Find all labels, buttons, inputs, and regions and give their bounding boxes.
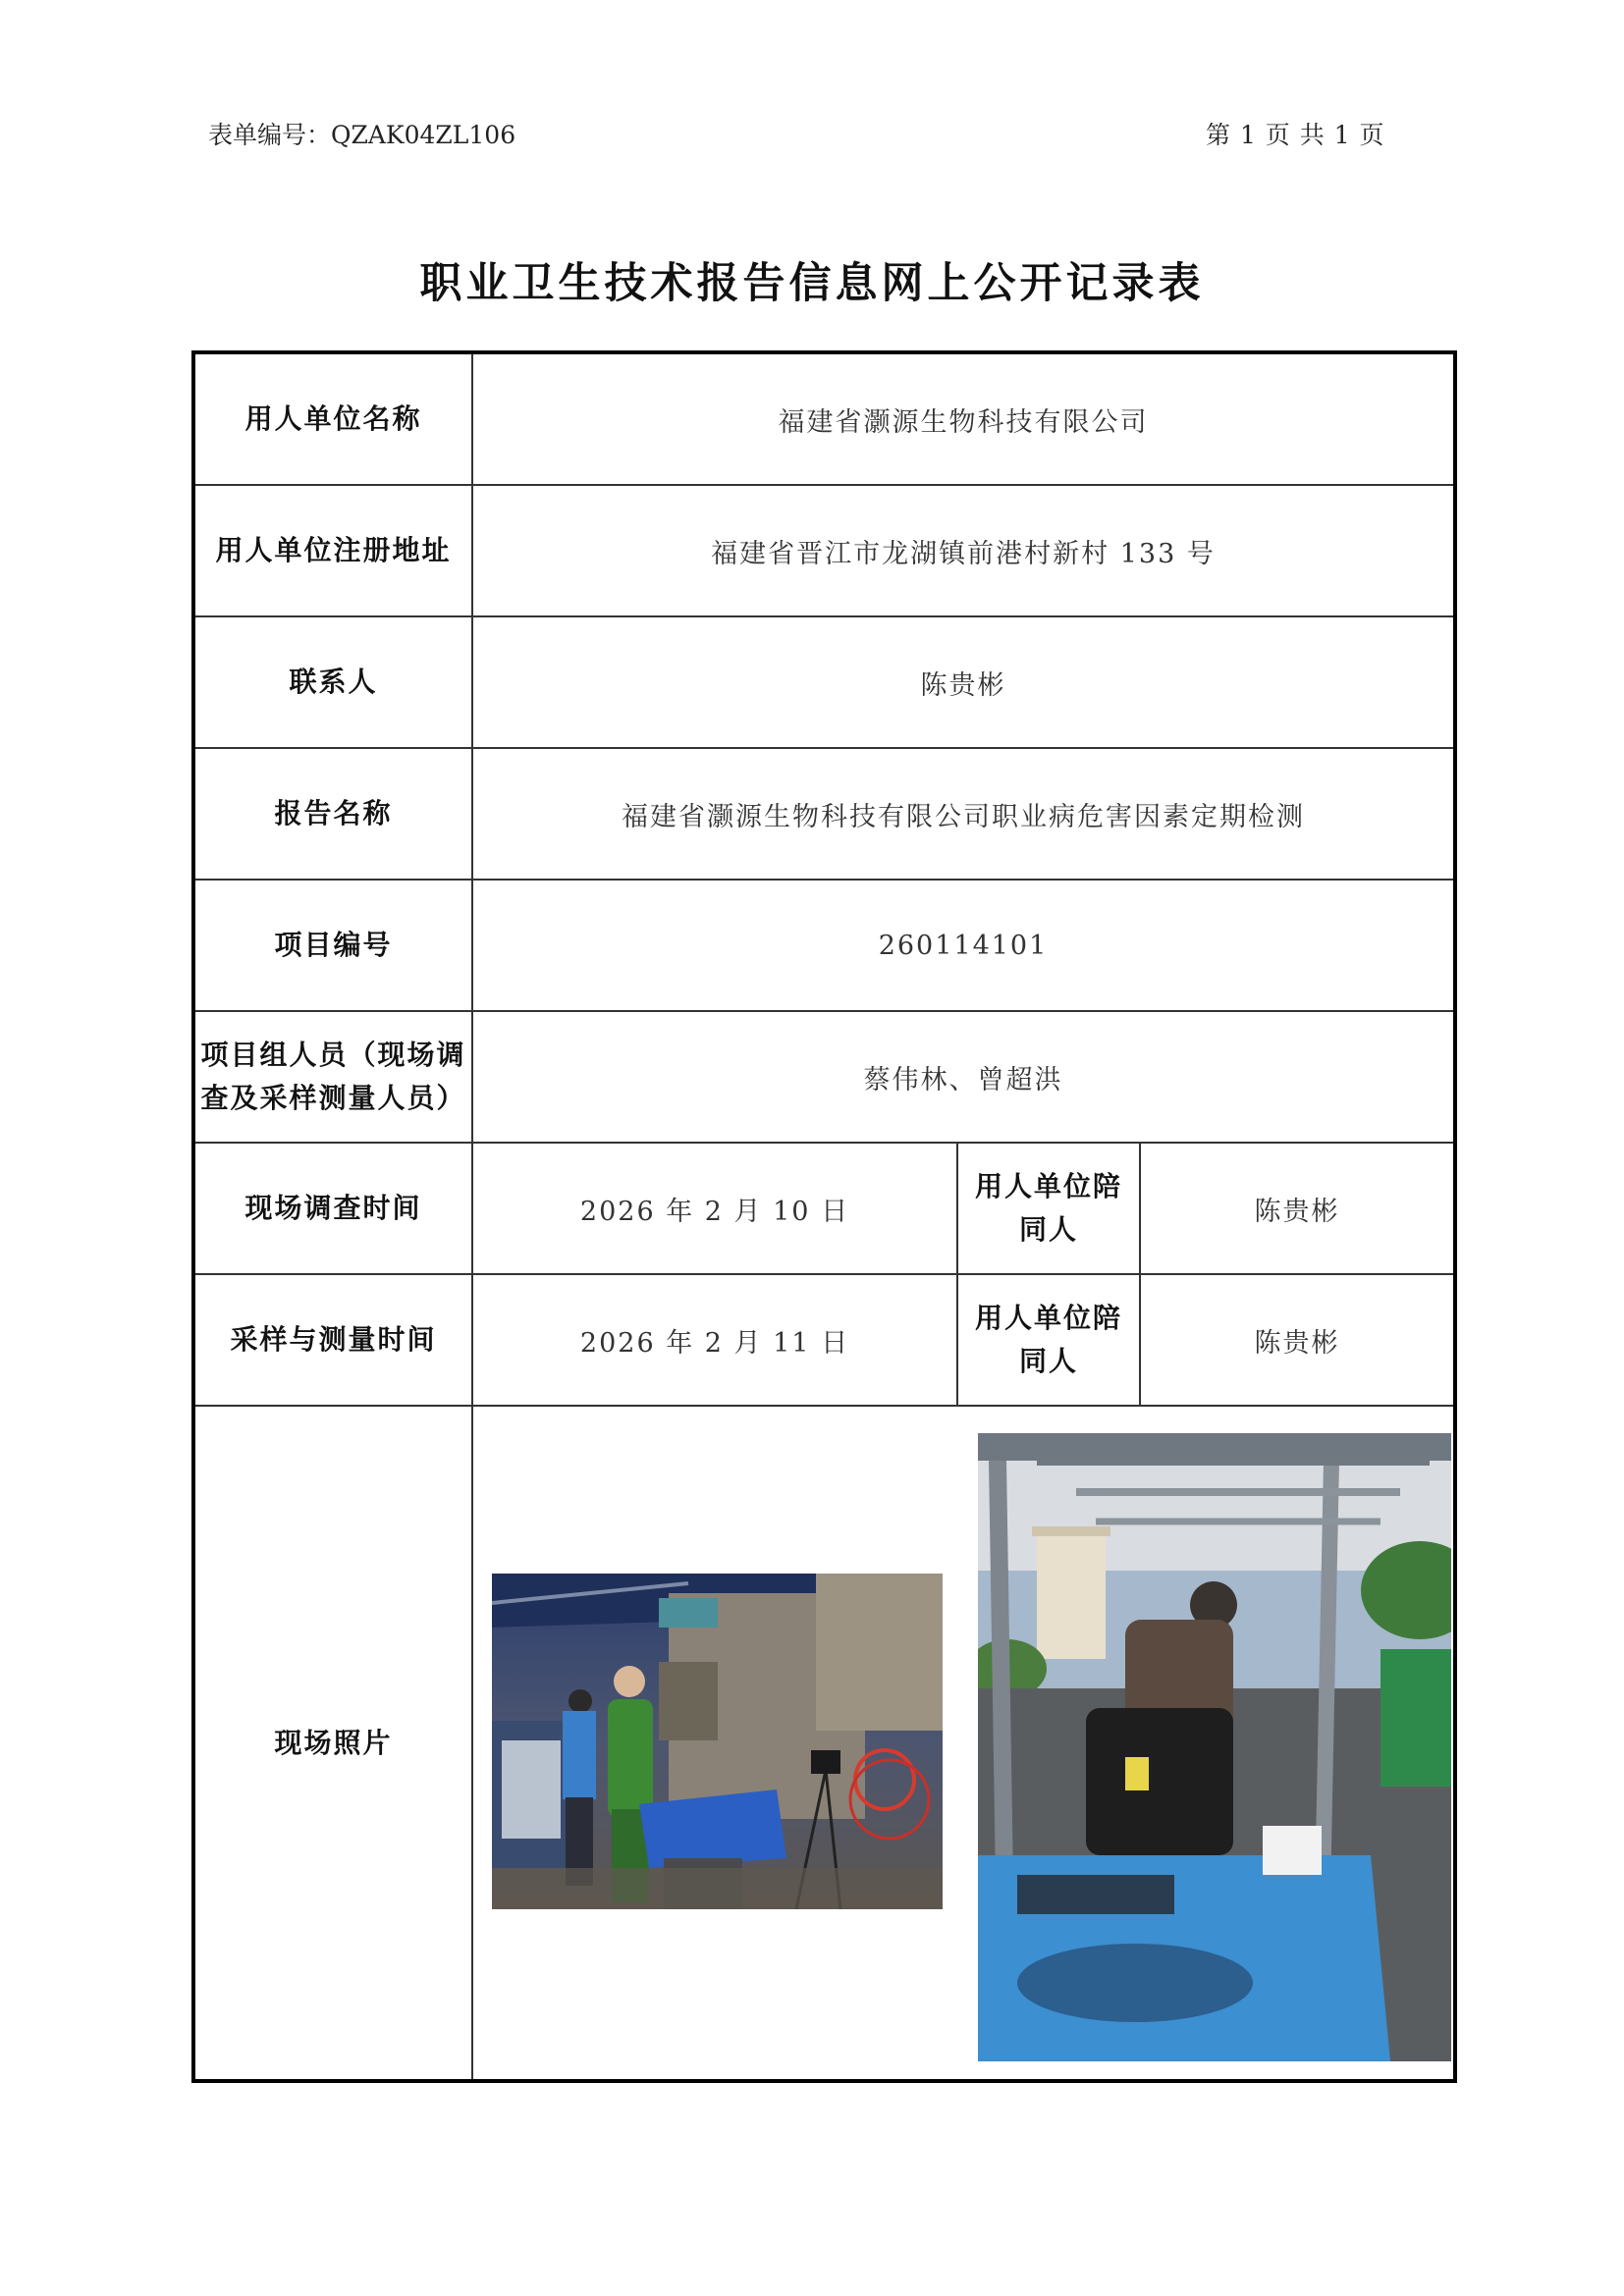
project-no-value: 260114101 xyxy=(473,881,1453,1012)
survey-escort-value: 陈贵彬 xyxy=(1141,1144,1453,1275)
employer-name-label: 用人单位名称 xyxy=(195,354,473,486)
team-value: 蔡伟林、曾超洪 xyxy=(473,1012,1453,1144)
page-info: 第 1 页 共 1 页 xyxy=(1206,121,1385,149)
project-no-label: 项目编号 xyxy=(195,881,473,1012)
sampling-escort-value: 陈贵彬 xyxy=(1141,1275,1453,1407)
sampling-date: 2026 年 2 月 11 日 xyxy=(473,1275,958,1407)
sampling-escort-label xyxy=(958,1275,1141,1407)
team-label xyxy=(195,1012,473,1144)
survey-date: 2026 年 2 月 10 日 xyxy=(473,1144,958,1275)
report-name-value: 福建省灏源生物科技有限公司职业病危害因素定期检测 xyxy=(473,749,1453,881)
survey-escort-label-line2: 同人 xyxy=(1018,1213,1078,1246)
sampling-time-label: 采样与测量时间 xyxy=(195,1275,473,1407)
page-title: 职业卫生技术报告信息网上公开记录表 xyxy=(419,259,1205,308)
contact-value: 陈贵彬 xyxy=(473,617,1453,749)
team-label-line2: 查及采样测量人员） xyxy=(200,1082,466,1114)
sampling-escort-label-line1: 用人单位陪 xyxy=(974,1302,1122,1334)
record-table xyxy=(191,350,1457,2083)
employer-name-value: 福建省灏源生物科技有限公司 xyxy=(473,354,1453,486)
employer-address-label: 用人单位注册地址 xyxy=(195,486,473,617)
site-photo-workshop xyxy=(492,1574,943,1909)
sampling-escort-label-line2: 同人 xyxy=(1018,1345,1078,1377)
survey-time-label: 现场调查时间 xyxy=(195,1144,473,1275)
report-name-label: 报告名称 xyxy=(195,749,473,881)
survey-escort-label-line1: 用人单位陪 xyxy=(974,1170,1122,1202)
team-label-line1: 项目组人员（现场调 xyxy=(200,1039,466,1071)
contact-label: 联系人 xyxy=(195,617,473,749)
employer-address-value: 福建省晋江市龙湖镇前港村新村 133 号 xyxy=(473,486,1453,617)
photos-label: 现场照片 xyxy=(195,1407,473,2079)
survey-escort-label xyxy=(958,1144,1141,1275)
form-number: 表单编号：QZAK04ZL106 xyxy=(208,121,516,149)
site-photo-forklift xyxy=(978,1433,1451,2061)
